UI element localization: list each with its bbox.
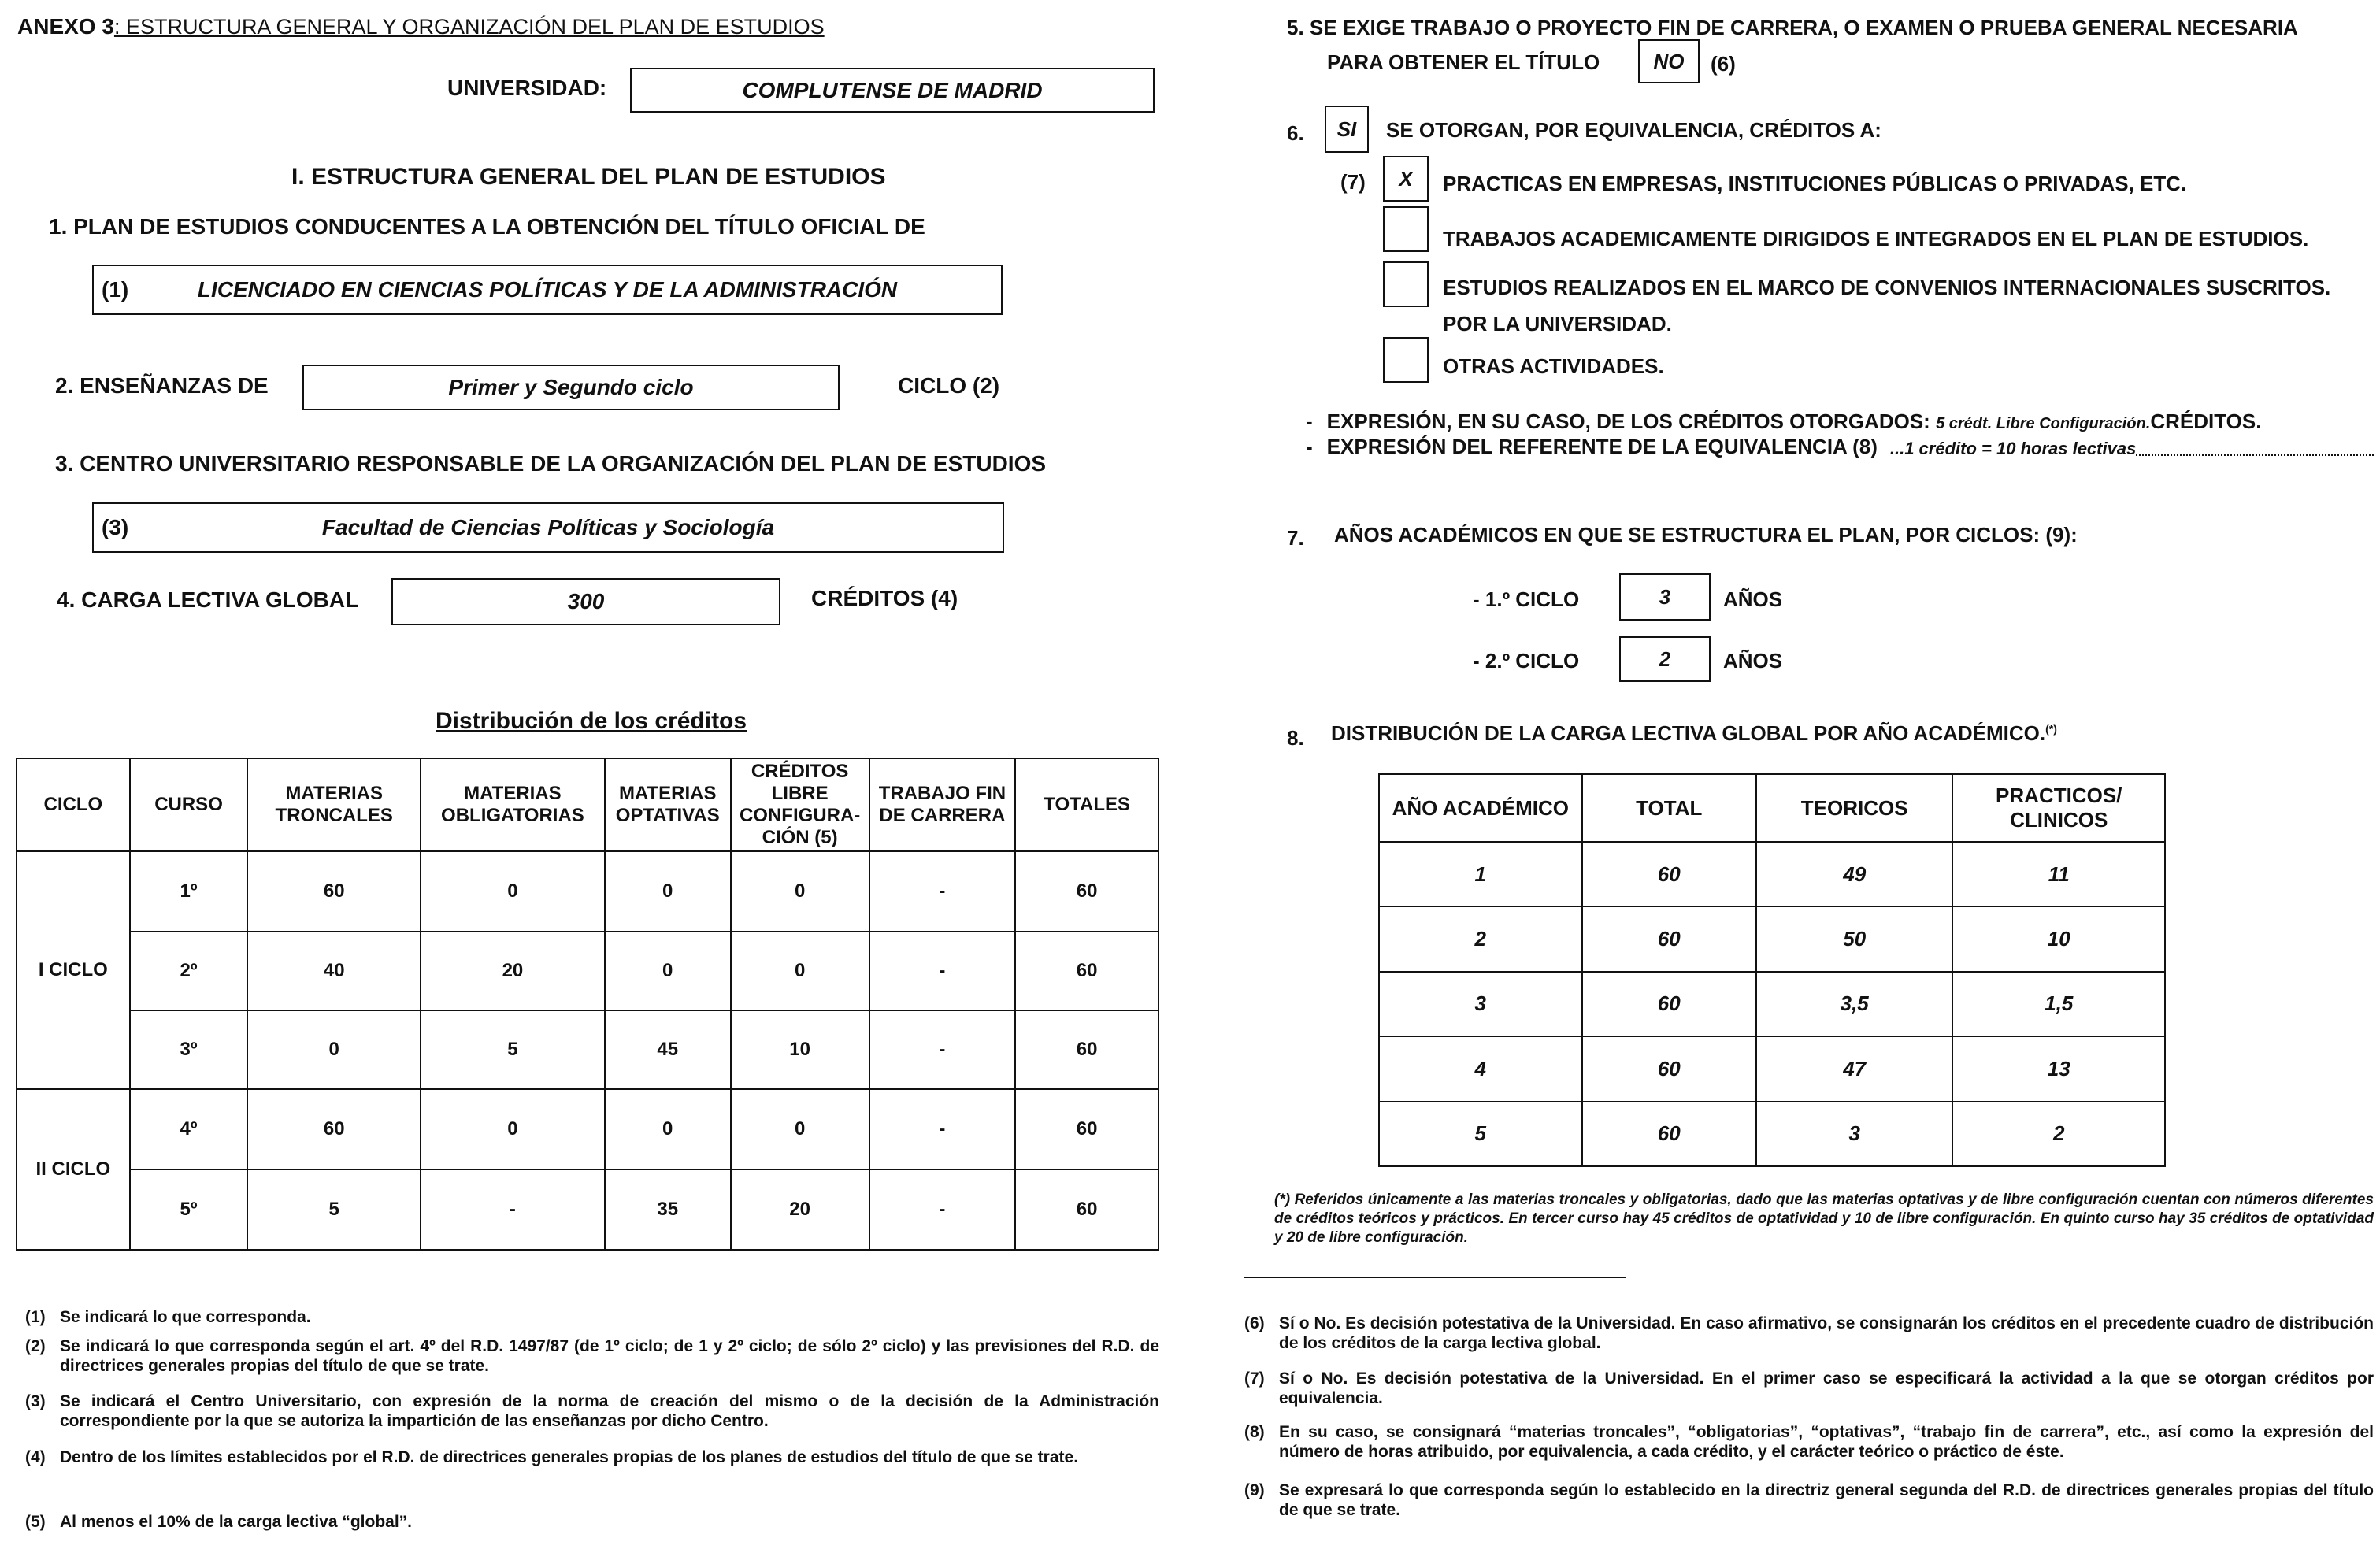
table-cell: 5 xyxy=(1379,1102,1582,1166)
table-row xyxy=(17,851,1158,932)
checkbox-otras[interactable] xyxy=(1383,337,1429,383)
table-cell: 60 xyxy=(1582,842,1756,906)
table-cell: - xyxy=(869,1010,1016,1089)
footnote-text: En su caso, se consignará “materias troncales”, “obligatorias”, “optativas”, “trabajo fin de carrera”, etc., así como la expresión del número de horas atribuido, por equivalencia, a cada crédito, y el carácter teórico o práctico de éste. xyxy=(1279,1423,2374,1461)
credits-table xyxy=(16,758,1159,1251)
section-title: I. ESTRUCTURA GENERAL DEL PLAN DE ESTUDIOS xyxy=(291,164,886,190)
item3-value: Facultad de Ciencias Políticas y Sociología xyxy=(321,515,775,539)
item2-label: 2. ENSEÑANZAS DE xyxy=(55,373,269,398)
item3-label: 3. CENTRO UNIVERSITARIO RESPONSABLE DE LA ORGANIZACIÓN DEL PLAN DE ESTUDIOS xyxy=(55,451,1047,476)
table-cell: - xyxy=(869,851,1016,932)
expr1-line: - EXPRESIÓN, EN SU CASO, DE LOS CRÉDITOS OTORGADOS: 5 crédt. Libre Configuración.CRÉDITOS. xyxy=(1306,409,2262,433)
item3-ref: (3) xyxy=(102,515,129,539)
table-cell: - xyxy=(869,1089,1016,1169)
ciclo-cell: I CICLO xyxy=(17,851,130,1089)
table-cell: 35 xyxy=(605,1169,731,1250)
table-row xyxy=(1379,972,2165,1036)
cycle2-unit: AÑOS xyxy=(1723,649,1783,673)
footnote-2 xyxy=(25,1336,1159,1376)
footnote-number: (2) xyxy=(25,1337,46,1355)
item8-num: 8. xyxy=(1287,726,1304,750)
table-cell: - xyxy=(869,1169,1016,1250)
item5-field: NO xyxy=(1638,39,1700,83)
item1-ref: (1) xyxy=(102,277,129,302)
table-cell: 2 xyxy=(1379,906,1582,971)
item7-label: AÑOS ACADÉMICOS EN QUE SE ESTRUCTURA EL PLAN, POR CICLOS: (9): xyxy=(1334,523,2078,547)
item6-field: SI xyxy=(1325,106,1369,153)
table-cell: 60 xyxy=(1582,1102,1756,1166)
table-cell: 60 xyxy=(247,851,421,932)
checkbox-trabajos[interactable] xyxy=(1383,206,1429,252)
table-cell: 0 xyxy=(605,932,731,1010)
table-row xyxy=(1379,1102,2165,1166)
cycle1-unit: AÑOS xyxy=(1723,587,1783,611)
expr2-label: EXPRESIÓN DEL REFERENTE DE LA EQUIVALENCIA (8) xyxy=(1326,435,1878,458)
footnote-number: (8) xyxy=(1244,1423,1265,1441)
cycle2-field: 2 xyxy=(1619,636,1711,682)
table-cell: - xyxy=(869,932,1016,1010)
item6-label: SE OTORGAN, POR EQUIVALENCIA, CRÉDITOS A: xyxy=(1386,118,1881,142)
expr1-suffix: CRÉDITOS. xyxy=(2150,409,2262,433)
expr1-value: 5 crédt. Libre Configuración. xyxy=(1936,415,2151,432)
header-totales: TOTALES xyxy=(1015,758,1158,851)
table-cell: 4º xyxy=(130,1089,248,1169)
cycle1-field: 3 xyxy=(1619,573,1711,621)
table-cell: 3 xyxy=(1379,972,1582,1036)
table-cell: 11 xyxy=(1952,842,2165,906)
table-cell: 0 xyxy=(731,932,869,1010)
header-total: TOTAL xyxy=(1582,774,1756,842)
item1-field xyxy=(92,265,1003,315)
university-field: COMPLUTENSE DE MADRID xyxy=(630,68,1155,113)
expr2-line: - EXPRESIÓN DEL REFERENTE DE LA EQUIVALENCIA (8) ...1 crédito = 10 horas lectivas xyxy=(1306,435,2374,459)
table-cell: 60 xyxy=(1015,932,1158,1010)
annex-label: ANEXO 3 xyxy=(17,14,114,39)
footnote-text: Al menos el 10% de la carga lectiva “global”. xyxy=(60,1513,413,1531)
university-label: UNIVERSIDAD: xyxy=(447,76,607,100)
credits-table-header xyxy=(17,758,1158,851)
expr2-value: ...1 crédito = 10 horas lectivas xyxy=(1889,439,2137,458)
table-cell: 45 xyxy=(605,1010,731,1089)
footnote-3 xyxy=(25,1392,1159,1431)
header-trabajo-fin: TRABAJO FIN DE CARRERA xyxy=(869,758,1016,851)
cycle1-label: - 1.º CICLO xyxy=(1473,587,1580,611)
header-troncales: MATERIAS TRONCALES xyxy=(247,758,421,851)
table-cell: 3º xyxy=(130,1010,248,1089)
table-cell: 10 xyxy=(731,1010,869,1089)
annex-heading xyxy=(17,14,825,39)
item5-ref: (6) xyxy=(1711,52,1736,76)
table-row xyxy=(1379,1036,2165,1101)
table-cell: 1º xyxy=(130,851,248,932)
footnote-text: Dentro de los límites establecidos por el R.D. de directrices generales propias de los planes de estudios del título de que se trate. xyxy=(60,1448,1079,1466)
table-cell: 0 xyxy=(605,1089,731,1169)
item6-ref: (7) xyxy=(1340,170,1366,194)
table-cell: 5º xyxy=(130,1169,248,1250)
table-cell: 20 xyxy=(731,1169,869,1250)
table-cell: 13 xyxy=(1952,1036,2165,1101)
option-trabajos-label: TRABAJOS ACADEMICAMENTE DIRIGIDOS E INTEGRADOS EN EL PLAN DE ESTUDIOS. xyxy=(1443,227,2309,250)
year-table-header xyxy=(1379,774,2165,842)
table-cell: 49 xyxy=(1756,842,1953,906)
table-cell: 60 xyxy=(247,1089,421,1169)
table-row xyxy=(17,1169,1158,1250)
table-cell: 60 xyxy=(1015,1010,1158,1089)
table-cell: - xyxy=(421,1169,605,1250)
footnote-4 xyxy=(25,1447,1159,1467)
header-libre-config: CRÉDITOS LIBRE CONFIGURA-CIÓN (5) xyxy=(731,758,869,851)
footnote-text: Sí o No. Es decisión potestativa de la Universidad. En el primer caso se especificará la actividad a la que se otorgan créditos por equivalencia. xyxy=(1279,1369,2374,1407)
footnote-5 xyxy=(25,1512,1159,1532)
table-cell: 0 xyxy=(247,1010,421,1089)
item6-num: 6. xyxy=(1287,121,1304,145)
option-practicas-label: PRACTICAS EN EMPRESAS, INSTITUCIONES PÚBLICAS O PRIVADAS, ETC. xyxy=(1443,172,2187,195)
table-row xyxy=(1379,842,2165,906)
header-optativas: MATERIAS OPTATIVAS xyxy=(605,758,731,851)
footnote-6 xyxy=(1244,1314,2374,1353)
table-row xyxy=(1379,906,2165,971)
table-cell: 60 xyxy=(1582,1036,1756,1101)
item7-num: 7. xyxy=(1287,526,1304,550)
year-load-table xyxy=(1378,773,2166,1167)
option-estudios-label2: POR LA UNIVERSIDAD. xyxy=(1443,312,1672,335)
header-curso: CURSO xyxy=(130,758,248,851)
footnote-separator xyxy=(1244,1277,1626,1278)
annex-title: : ESTRUCTURA GENERAL Y ORGANIZACIÓN DEL PLAN DE ESTUDIOS xyxy=(113,15,825,39)
table-cell: 40 xyxy=(247,932,421,1010)
item1-label: 1. PLAN DE ESTUDIOS CONDUCENTES A LA OBTENCIÓN DEL TÍTULO OFICIAL DE xyxy=(49,214,925,239)
table-cell: 5 xyxy=(421,1010,605,1089)
option-otras-label: OTRAS ACTIVIDADES. xyxy=(1443,354,1664,378)
table-cell: 0 xyxy=(421,851,605,932)
ciclo-cell: II CICLO xyxy=(17,1089,130,1250)
footnote-number: (1) xyxy=(25,1308,46,1326)
table-cell: 1 xyxy=(1379,842,1582,906)
table-cell: 0 xyxy=(731,1089,869,1169)
table-cell: 3,5 xyxy=(1756,972,1953,1036)
distribution-title: Distribución de los créditos xyxy=(436,708,747,734)
cycle2-label: - 2.º CICLO xyxy=(1473,649,1580,673)
table-cell: 60 xyxy=(1015,851,1158,932)
footnote-text: Se expresará lo que corresponda según lo establecido en la directriz general segunda del R.D. de directrices generales propias del título de que se trate. xyxy=(1279,1481,2374,1519)
table-cell: 60 xyxy=(1582,972,1756,1036)
item8-label: DISTRIBUCIÓN DE LA CARGA LECTIVA GLOBAL POR AÑO ACADÉMICO. xyxy=(1331,721,2046,745)
footnote-number: (3) xyxy=(25,1392,46,1410)
footnote-8 xyxy=(1244,1422,2374,1462)
checkbox-estudios[interactable] xyxy=(1383,261,1429,307)
footnote-text: Se indicará lo que corresponda según el art. 4º del R.D. 1497/87 (de 1º ciclo; de 1 y 2º ciclo; de sólo 2º ciclo) y las previsiones del R.D. de directrices generales propias del título de que se trate. xyxy=(60,1337,1159,1375)
table-row xyxy=(17,932,1158,1010)
header-obligatorias: MATERIAS OBLIGATORIAS xyxy=(421,758,605,851)
expr1-label: EXPRESIÓN, EN SU CASO, DE LOS CRÉDITOS OTORGADOS: xyxy=(1326,409,1930,433)
table-row xyxy=(17,1089,1158,1169)
checkbox-practicas[interactable]: X xyxy=(1383,156,1429,202)
item8-mark: (*) xyxy=(2045,722,2057,736)
table-cell: 3 xyxy=(1756,1102,1953,1166)
header-ciclo: CICLO xyxy=(17,758,130,851)
table-cell: 60 xyxy=(1015,1169,1158,1250)
header-ano: AÑO ACADÉMICO xyxy=(1379,774,1582,842)
table-cell: 60 xyxy=(1015,1089,1158,1169)
table-cell: 5 xyxy=(247,1169,421,1250)
table-cell: 50 xyxy=(1756,906,1953,971)
item8-label-wrap xyxy=(1331,721,2057,746)
table-cell: 47 xyxy=(1756,1036,1953,1101)
table-cell: 0 xyxy=(421,1089,605,1169)
item4-suffix: CRÉDITOS (4) xyxy=(811,586,958,610)
item2-suffix: CICLO (2) xyxy=(898,373,1000,398)
item5-line1: 5. SE EXIGE TRABAJO O PROYECTO FIN DE CARRERA, O EXAMEN O PRUEBA GENERAL NECESARIA xyxy=(1287,16,2298,39)
item2-field: Primer y Segundo ciclo xyxy=(302,365,840,410)
footnote-text: Se indicará lo que corresponda. xyxy=(60,1308,311,1326)
footnote-number: (5) xyxy=(25,1513,46,1531)
table-cell: 4 xyxy=(1379,1036,1582,1101)
table-cell: 1,5 xyxy=(1952,972,2165,1036)
table-cell: 2 xyxy=(1952,1102,2165,1166)
expr2-dotted-line xyxy=(2136,437,2374,456)
table-cell: 0 xyxy=(605,851,731,932)
item4-field: 300 xyxy=(391,578,780,625)
footnote-number: (6) xyxy=(1244,1314,1265,1332)
footnote-9 xyxy=(1244,1480,2374,1520)
footnote-number: (7) xyxy=(1244,1369,1265,1388)
footnote-1 xyxy=(25,1307,1159,1327)
footnote-text: Se indicará el Centro Universitario, con expresión de la norma de creación del mismo o de la decisión de la Administración correspondiente por la que se autoriza la impartición de las enseñanzas por dicho Centro. xyxy=(60,1392,1159,1430)
header-teoricos: TEORICOS xyxy=(1756,774,1953,842)
footnote-number: (9) xyxy=(1244,1481,1265,1499)
footnote-number: (4) xyxy=(25,1448,46,1466)
header-practicos: PRACTICOS/ CLINICOS xyxy=(1952,774,2165,842)
footnote-7 xyxy=(1244,1369,2374,1408)
item1-value: LICENCIADO EN CIENCIAS POLÍTICAS Y DE LA ADMINISTRACIÓN xyxy=(197,277,898,302)
item4-label: 4. CARGA LECTIVA GLOBAL xyxy=(57,587,359,612)
footnote-text: Sí o No. Es decisión potestativa de la Universidad. En caso afirmativo, se consignarán los créditos en el precedente cuadro de distribución de los créditos de la carga lectiva global. xyxy=(1279,1314,2374,1352)
item3-field xyxy=(92,502,1004,553)
table-cell: 2º xyxy=(130,932,248,1010)
option-estudios-label: ESTUDIOS REALIZADOS EN EL MARCO DE CONVENIOS INTERNACIONALES SUSCRITOS. xyxy=(1443,276,2331,299)
table-cell: 10 xyxy=(1952,906,2165,971)
table-row xyxy=(17,1010,1158,1089)
item5-line2: PARA OBTENER EL TÍTULO xyxy=(1327,50,1600,74)
table-cell: 60 xyxy=(1582,906,1756,971)
table-note: (*) Referidos únicamente a las materias troncales y obligatorias, dado que las materias optativas y de libre configuración cuentan con números diferentes de créditos teóricos y prácticos. En tercer curso hay 45 créditos de optatividad y 10 de libre configuración. En quinto curso hay 35 créditos de optatividad y 20 de libre configuración. xyxy=(1274,1191,2374,1246)
table-cell: 20 xyxy=(421,932,605,1010)
table-cell: 0 xyxy=(731,851,869,932)
